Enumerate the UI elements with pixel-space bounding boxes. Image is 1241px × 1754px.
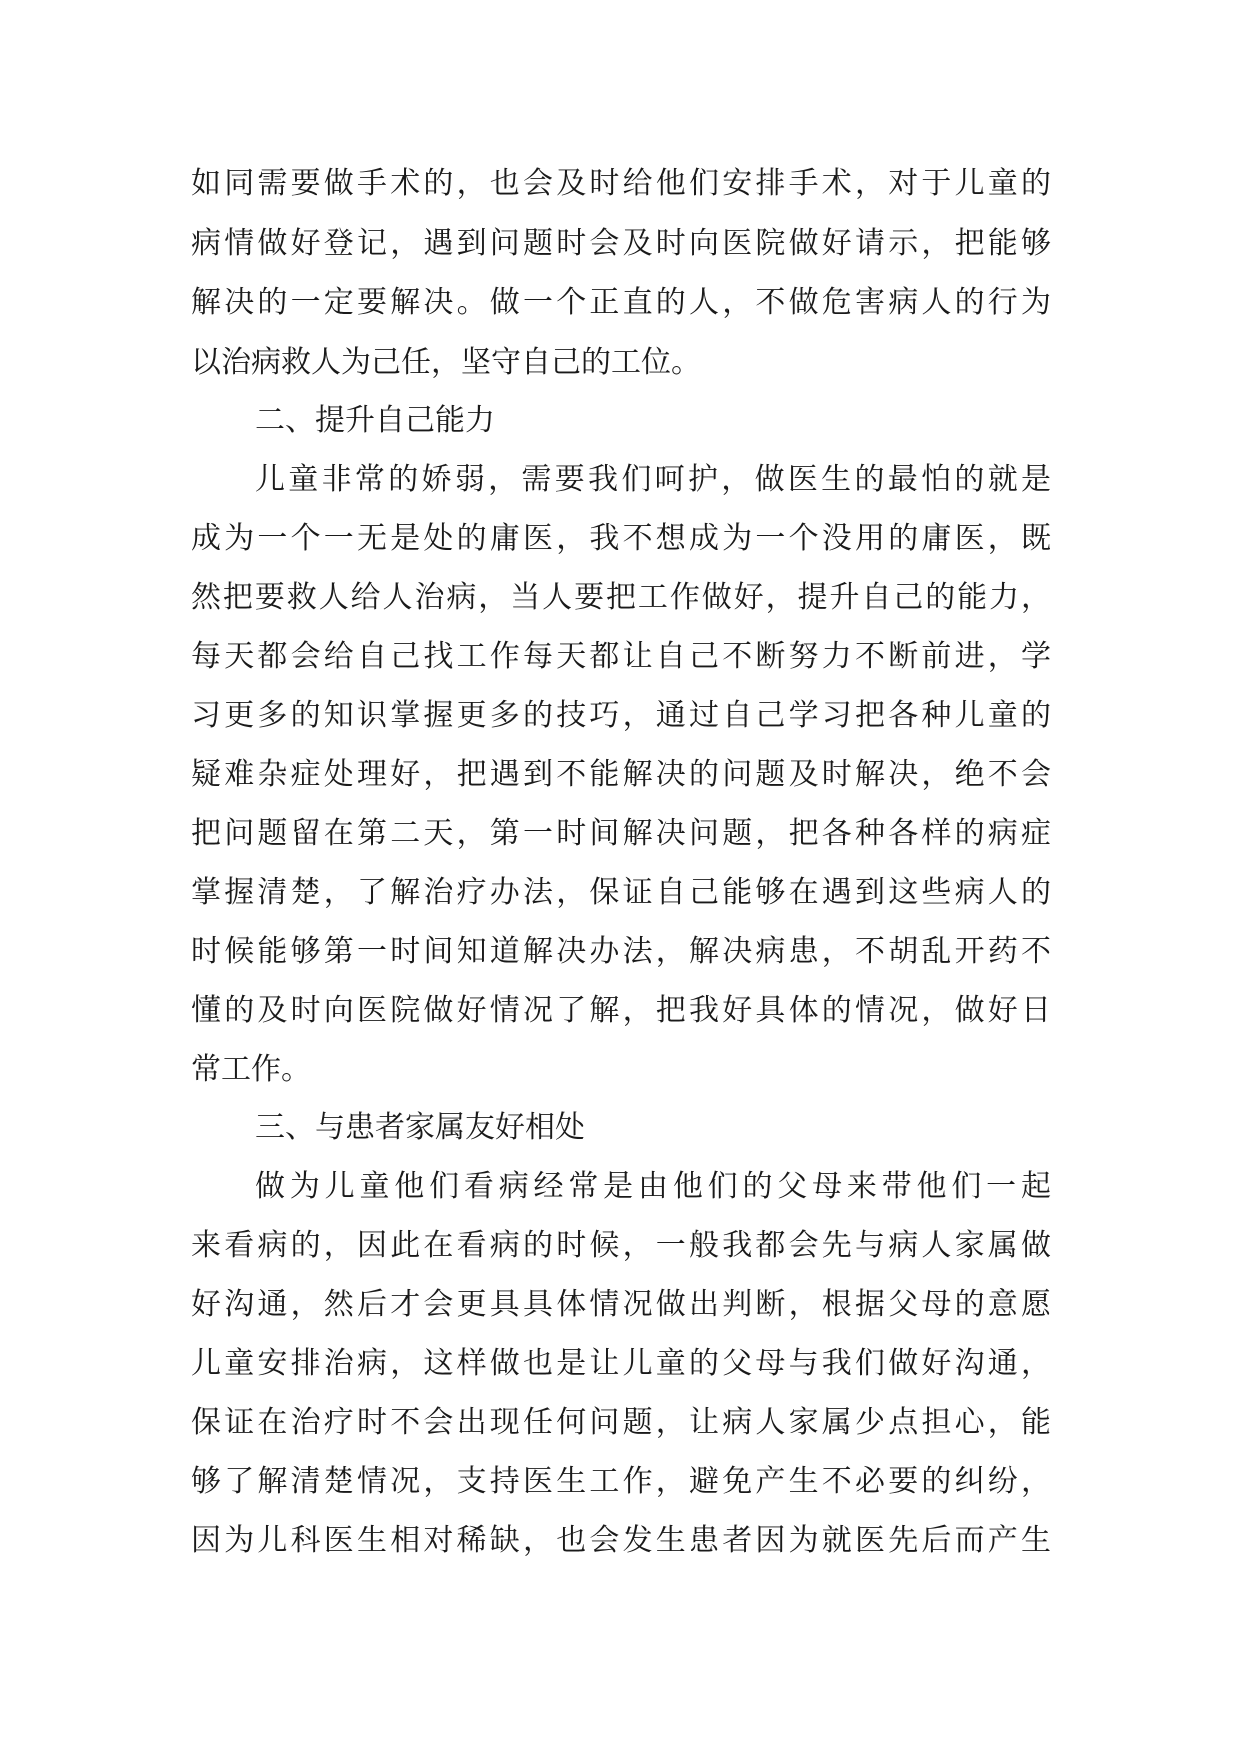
body-text-line: 懂的及时向医院做好情况了解，把我好具体的情况，做好日 bbox=[191, 993, 1051, 1028]
body-text-line: 以治病救人为己任，坚守自己的工位。 bbox=[191, 345, 701, 380]
body-text-line: 来看病的，因此在看病的时候，一般我都会先与病人家属做 bbox=[191, 1228, 1051, 1263]
body-text-line: 掌握清楚，了解治疗办法，保证自己能够在遇到这些病人的 bbox=[191, 875, 1051, 910]
body-text-line: 解决的一定要解决。做一个正直的人，不做危害病人的行为 bbox=[191, 285, 1051, 320]
body-text-line: 够了解清楚情况，支持医生工作，避免产生不必要的纠纷， bbox=[191, 1464, 1051, 1499]
body-text-line: 然把要救人给人治病，当人要把工作做好，提升自己的能力， bbox=[191, 580, 1051, 615]
body-text-line: 时候能够第一时间知道解决办法，解决病患，不胡乱开药不 bbox=[191, 934, 1051, 969]
body-text-line: 把问题留在第二天，第一时间解决问题，把各种各样的病症 bbox=[191, 816, 1051, 851]
body-text-line: 如同需要做手术的，也会及时给他们安排手术，对于儿童的 bbox=[191, 166, 1051, 201]
body-text-line: 儿童安排治病，这样做也是让儿童的父母与我们做好沟通， bbox=[191, 1346, 1051, 1381]
body-text-line: 习更多的知识掌握更多的技巧，通过自己学习把各种儿童的 bbox=[191, 698, 1051, 733]
body-text-line: 因为儿科医生相对稀缺，也会发生患者因为就医先后而产生 bbox=[191, 1523, 1051, 1558]
body-text-line: 做为儿童他们看病经常是由他们的父母来带他们一起 bbox=[255, 1169, 1051, 1204]
body-text-line: 保证在治疗时不会出现任何问题，让病人家属少点担心，能 bbox=[191, 1405, 1051, 1440]
body-text-line: 儿童非常的娇弱，需要我们呵护，做医生的最怕的就是 bbox=[255, 462, 1051, 497]
body-text-line: 每天都会给自己找工作每天都让自己不断努力不断前进，学 bbox=[191, 639, 1051, 674]
body-text-line: 成为一个一无是处的庸医，我不想成为一个没用的庸医，既 bbox=[191, 521, 1051, 556]
body-text-line: 常工作。 bbox=[191, 1052, 311, 1087]
body-text-line: 好沟通，然后才会更具具体情况做出判断，根据父母的意愿 bbox=[191, 1287, 1051, 1322]
section-heading: 三、与患者家属友好相处 bbox=[255, 1110, 585, 1145]
body-text-line: 疑难杂症处理好，把遇到不能解决的问题及时解决，绝不会 bbox=[191, 757, 1051, 792]
body-text-line: 病情做好登记，遇到问题时会及时向医院做好请示，把能够 bbox=[191, 226, 1051, 261]
section-heading: 二、提升自己能力 bbox=[255, 403, 495, 438]
